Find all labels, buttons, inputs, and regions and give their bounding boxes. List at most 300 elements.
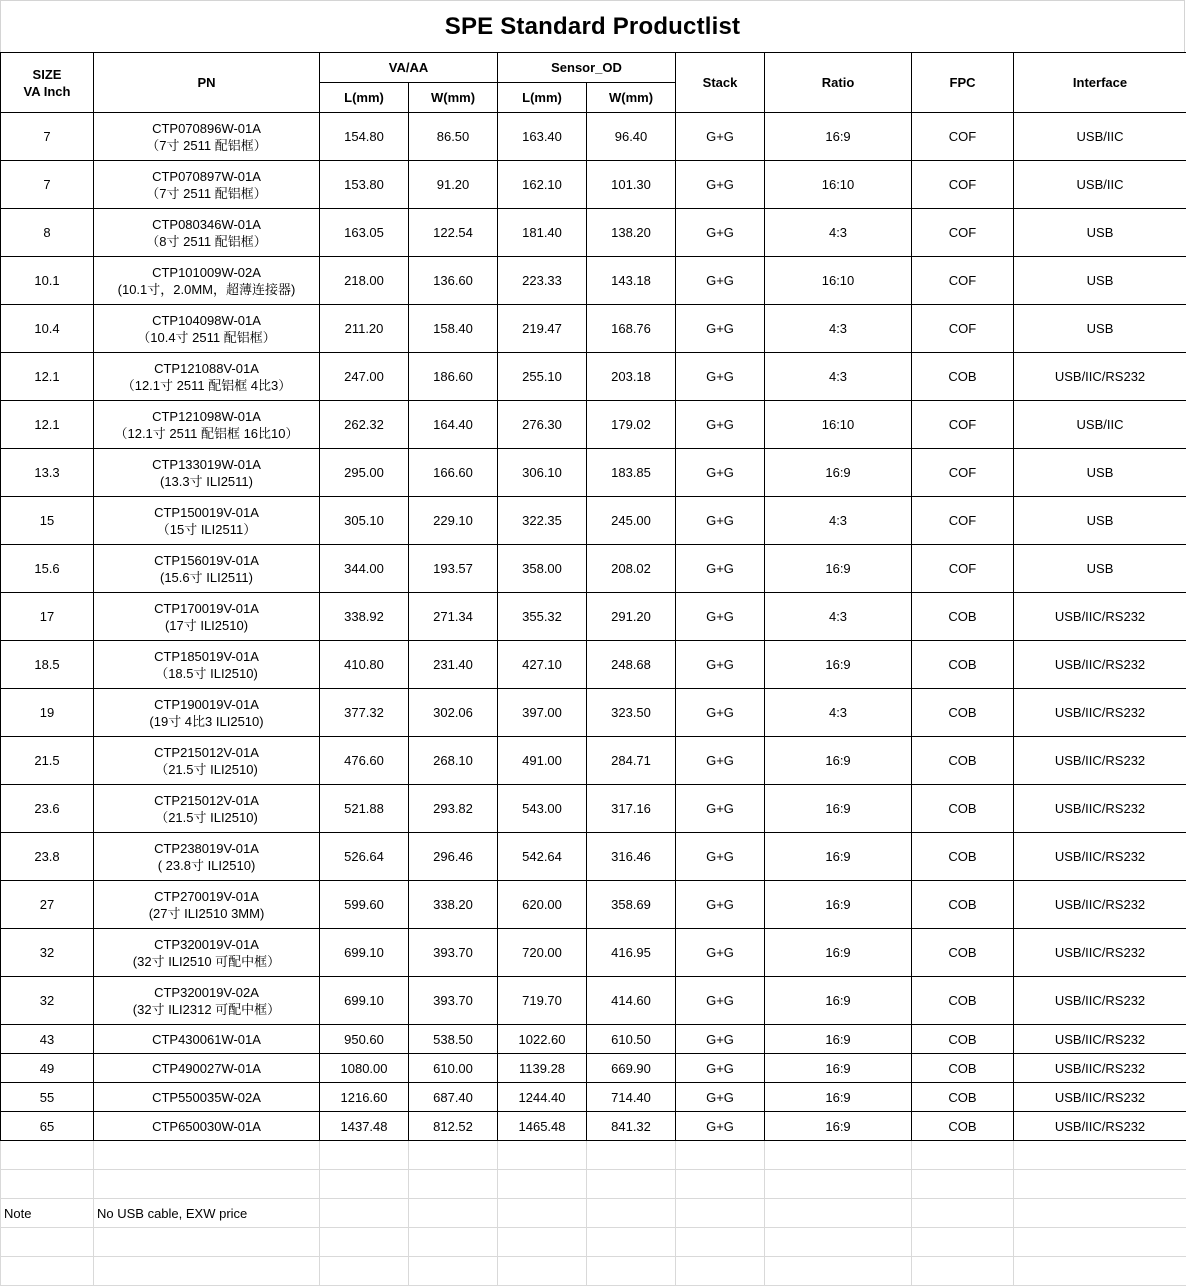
header-size[interactable]: [1, 53, 94, 113]
empty-cell[interactable]: [912, 1257, 1014, 1286]
cell-fpc[interactable]: COB: [912, 833, 1014, 881]
cell-interface[interactable]: USB/IIC/RS232: [1014, 353, 1186, 401]
empty-cell[interactable]: [409, 1199, 498, 1228]
cell-ratio[interactable]: 16:10: [765, 257, 912, 305]
cell-od-w[interactable]: 414.60: [587, 977, 676, 1025]
header-od-w[interactable]: W(mm): [587, 83, 676, 113]
cell-od-l[interactable]: 542.64: [498, 833, 587, 881]
cell-od-w[interactable]: 203.18: [587, 353, 676, 401]
empty-cell[interactable]: [498, 1199, 587, 1228]
cell-stack[interactable]: G+G: [676, 737, 765, 785]
cell-fpc[interactable]: COB: [912, 785, 1014, 833]
cell-fpc[interactable]: COB: [912, 593, 1014, 641]
cell-od-l[interactable]: 355.32: [498, 593, 587, 641]
cell-fpc[interactable]: COF: [912, 161, 1014, 209]
cell-stack[interactable]: G+G: [676, 1112, 765, 1141]
table-row: [1, 1083, 1186, 1112]
cell-va-l[interactable]: 163.05: [320, 209, 409, 257]
cell-od-l[interactable]: 543.00: [498, 785, 587, 833]
cell-va-l[interactable]: 344.00: [320, 545, 409, 593]
cell-stack[interactable]: G+G: [676, 593, 765, 641]
cell-size[interactable]: 19: [1, 689, 94, 737]
cell-va-w[interactable]: 538.50: [409, 1025, 498, 1054]
cell-va-w[interactable]: 91.20: [409, 161, 498, 209]
empty-cell[interactable]: [765, 1257, 912, 1286]
empty-cell[interactable]: [1, 1141, 94, 1170]
cell-interface[interactable]: USB/IIC/RS232: [1014, 1083, 1186, 1112]
cell-od-l[interactable]: 219.47: [498, 305, 587, 353]
cell-od-l[interactable]: 255.10: [498, 353, 587, 401]
cell-size[interactable]: 23.6: [1, 785, 94, 833]
cell-pn[interactable]: [94, 881, 320, 929]
note-label[interactable]: Note: [1, 1199, 94, 1228]
empty-cell[interactable]: [1014, 1228, 1186, 1257]
cell-pn[interactable]: [94, 209, 320, 257]
cell-ratio[interactable]: 16:9: [765, 785, 912, 833]
cell-va-l[interactable]: 1216.60: [320, 1083, 409, 1112]
cell-va-w[interactable]: 812.52: [409, 1112, 498, 1141]
empty-cell[interactable]: [498, 1257, 587, 1286]
cell-va-l[interactable]: 526.64: [320, 833, 409, 881]
cell-od-w[interactable]: 841.32: [587, 1112, 676, 1141]
title-cell[interactable]: [0, 0, 1185, 52]
cell-interface[interactable]: USB/IIC/RS232: [1014, 977, 1186, 1025]
cell-interface[interactable]: USB/IIC/RS232: [1014, 929, 1186, 977]
cell-pn[interactable]: [94, 833, 320, 881]
cell-interface[interactable]: USB/IIC/RS232: [1014, 641, 1186, 689]
cell-interface[interactable]: USB: [1014, 545, 1186, 593]
cell-va-l[interactable]: 377.32: [320, 689, 409, 737]
cell-interface[interactable]: USB: [1014, 305, 1186, 353]
cell-fpc[interactable]: COF: [912, 545, 1014, 593]
cell-ratio[interactable]: 4:3: [765, 353, 912, 401]
cell-ratio[interactable]: 16:9: [765, 449, 912, 497]
cell-ratio[interactable]: 16:9: [765, 113, 912, 161]
cell-stack[interactable]: G+G: [676, 305, 765, 353]
empty-cell[interactable]: [320, 1228, 409, 1257]
cell-od-l[interactable]: 223.33: [498, 257, 587, 305]
cell-va-w[interactable]: 302.06: [409, 689, 498, 737]
cell-size[interactable]: 12.1: [1, 401, 94, 449]
cell-ratio[interactable]: 4:3: [765, 305, 912, 353]
empty-cell[interactable]: [1014, 1199, 1186, 1228]
cell-ratio[interactable]: 16:9: [765, 1025, 912, 1054]
empty-cell[interactable]: [498, 1141, 587, 1170]
cell-fpc[interactable]: COB: [912, 977, 1014, 1025]
cell-va-l[interactable]: 153.80: [320, 161, 409, 209]
cell-pn[interactable]: [94, 737, 320, 785]
table-row: [1, 161, 1186, 209]
cell-ratio[interactable]: 16:9: [765, 977, 912, 1025]
cell-ratio[interactable]: 16:9: [765, 1054, 912, 1083]
cell-od-w[interactable]: 610.50: [587, 1025, 676, 1054]
cell-stack[interactable]: G+G: [676, 929, 765, 977]
cell-od-w[interactable]: 183.85: [587, 449, 676, 497]
cell-size[interactable]: 15.6: [1, 545, 94, 593]
cell-od-l[interactable]: 162.10: [498, 161, 587, 209]
cell-od-l[interactable]: 306.10: [498, 449, 587, 497]
cell-fpc[interactable]: COB: [912, 689, 1014, 737]
cell-ratio[interactable]: 16:10: [765, 401, 912, 449]
cell-va-l[interactable]: 218.00: [320, 257, 409, 305]
cell-interface[interactable]: USB/IIC/RS232: [1014, 1112, 1186, 1141]
pn-description: (10.1寸，2.0MM，超薄连接器): [94, 281, 319, 298]
cell-interface[interactable]: USB/IIC/RS232: [1014, 881, 1186, 929]
cell-od-l[interactable]: 720.00: [498, 929, 587, 977]
cell-interface[interactable]: USB/IIC/RS232: [1014, 1025, 1186, 1054]
cell-pn[interactable]: [94, 1054, 320, 1083]
cell-va-l[interactable]: 211.20: [320, 305, 409, 353]
empty-cell[interactable]: [912, 1141, 1014, 1170]
cell-va-l[interactable]: 1437.48: [320, 1112, 409, 1141]
cell-stack[interactable]: G+G: [676, 449, 765, 497]
cell-size[interactable]: 55: [1, 1083, 94, 1112]
cell-stack[interactable]: G+G: [676, 161, 765, 209]
empty-cell[interactable]: [587, 1199, 676, 1228]
cell-va-l[interactable]: 476.60: [320, 737, 409, 785]
cell-stack[interactable]: G+G: [676, 113, 765, 161]
cell-interface[interactable]: USB/IIC: [1014, 161, 1186, 209]
cell-fpc[interactable]: COB: [912, 641, 1014, 689]
cell-pn[interactable]: [94, 929, 320, 977]
cell-od-w[interactable]: 323.50: [587, 689, 676, 737]
cell-stack[interactable]: G+G: [676, 689, 765, 737]
cell-fpc[interactable]: COB: [912, 1112, 1014, 1141]
cell-od-w[interactable]: 101.30: [587, 161, 676, 209]
cell-va-w[interactable]: 86.50: [409, 113, 498, 161]
cell-od-w[interactable]: 179.02: [587, 401, 676, 449]
cell-od-w[interactable]: 316.46: [587, 833, 676, 881]
empty-cell[interactable]: [409, 1141, 498, 1170]
empty-cell[interactable]: [94, 1141, 320, 1170]
cell-od-l[interactable]: 397.00: [498, 689, 587, 737]
cell-va-w[interactable]: 229.10: [409, 497, 498, 545]
cell-va-l[interactable]: 699.10: [320, 929, 409, 977]
cell-interface[interactable]: USB/IIC/RS232: [1014, 1054, 1186, 1083]
cell-va-w[interactable]: 271.34: [409, 593, 498, 641]
cell-pn[interactable]: [94, 497, 320, 545]
cell-fpc[interactable]: COF: [912, 113, 1014, 161]
empty-cell[interactable]: [498, 1228, 587, 1257]
cell-size[interactable]: 21.5: [1, 737, 94, 785]
cell-od-w[interactable]: 669.90: [587, 1054, 676, 1083]
cell-size[interactable]: 8: [1, 209, 94, 257]
cell-ratio[interactable]: 4:3: [765, 497, 912, 545]
cell-va-l[interactable]: 262.32: [320, 401, 409, 449]
cell-pn[interactable]: [94, 1083, 320, 1112]
cell-va-l[interactable]: 305.10: [320, 497, 409, 545]
empty-cell[interactable]: [1014, 1141, 1186, 1170]
note-text[interactable]: No USB cable, EXW price: [94, 1199, 320, 1228]
cell-pn[interactable]: [94, 449, 320, 497]
cell-ratio[interactable]: 16:9: [765, 737, 912, 785]
cell-interface[interactable]: USB: [1014, 209, 1186, 257]
cell-interface[interactable]: USB/IIC/RS232: [1014, 785, 1186, 833]
pn-code: CTP650030W-01A: [94, 1118, 319, 1135]
header-stack[interactable]: Stack: [676, 53, 765, 113]
cell-od-w[interactable]: 138.20: [587, 209, 676, 257]
cell-pn[interactable]: [94, 353, 320, 401]
cell-od-w[interactable]: 168.76: [587, 305, 676, 353]
cell-stack[interactable]: G+G: [676, 209, 765, 257]
cell-od-l[interactable]: 427.10: [498, 641, 587, 689]
cell-size[interactable]: 7: [1, 161, 94, 209]
cell-interface[interactable]: USB/IIC/RS232: [1014, 833, 1186, 881]
cell-pn[interactable]: [94, 1025, 320, 1054]
cell-ratio[interactable]: 16:9: [765, 833, 912, 881]
cell-stack[interactable]: G+G: [676, 1054, 765, 1083]
empty-cell[interactable]: [676, 1228, 765, 1257]
cell-pn[interactable]: [94, 977, 320, 1025]
cell-ratio[interactable]: 16:9: [765, 545, 912, 593]
cell-interface[interactable]: USB/IIC/RS232: [1014, 689, 1186, 737]
cell-fpc[interactable]: COF: [912, 209, 1014, 257]
cell-ratio[interactable]: 16:9: [765, 641, 912, 689]
empty-cell[interactable]: [320, 1170, 409, 1199]
cell-size[interactable]: 49: [1, 1054, 94, 1083]
cell-va-w[interactable]: 166.60: [409, 449, 498, 497]
cell-od-w[interactable]: 248.68: [587, 641, 676, 689]
cell-size[interactable]: 10.1: [1, 257, 94, 305]
cell-pn[interactable]: [94, 305, 320, 353]
cell-stack[interactable]: G+G: [676, 353, 765, 401]
cell-fpc[interactable]: COF: [912, 401, 1014, 449]
empty-cell[interactable]: [912, 1228, 1014, 1257]
empty-cell[interactable]: [320, 1141, 409, 1170]
cell-va-w[interactable]: 687.40: [409, 1083, 498, 1112]
cell-ratio[interactable]: 16:9: [765, 1112, 912, 1141]
cell-pn[interactable]: [94, 401, 320, 449]
empty-cell[interactable]: [1, 1170, 94, 1199]
header-interface[interactable]: Interface: [1014, 53, 1186, 113]
cell-stack[interactable]: G+G: [676, 641, 765, 689]
cell-stack[interactable]: G+G: [676, 977, 765, 1025]
cell-fpc[interactable]: COB: [912, 929, 1014, 977]
empty-cell[interactable]: [676, 1199, 765, 1228]
pn-description: （18.5寸 ILI2510): [94, 665, 319, 682]
cell-interface[interactable]: USB: [1014, 257, 1186, 305]
empty-cell[interactable]: [587, 1141, 676, 1170]
cell-va-w[interactable]: 164.40: [409, 401, 498, 449]
cell-pn[interactable]: [94, 689, 320, 737]
cell-va-w[interactable]: 268.10: [409, 737, 498, 785]
cell-stack[interactable]: G+G: [676, 1025, 765, 1054]
empty-cell[interactable]: [912, 1170, 1014, 1199]
cell-fpc[interactable]: COB: [912, 1054, 1014, 1083]
cell-pn[interactable]: [94, 785, 320, 833]
empty-cell[interactable]: [320, 1257, 409, 1286]
cell-size[interactable]: 43: [1, 1025, 94, 1054]
cell-stack[interactable]: G+G: [676, 497, 765, 545]
empty-cell[interactable]: [587, 1257, 676, 1286]
cell-stack[interactable]: G+G: [676, 1083, 765, 1112]
cell-od-l[interactable]: 719.70: [498, 977, 587, 1025]
cell-va-l[interactable]: 295.00: [320, 449, 409, 497]
cell-stack[interactable]: G+G: [676, 881, 765, 929]
cell-stack[interactable]: G+G: [676, 401, 765, 449]
header-od-l[interactable]: L(mm): [498, 83, 587, 113]
cell-pn[interactable]: [94, 641, 320, 689]
cell-va-w[interactable]: 186.60: [409, 353, 498, 401]
cell-pn[interactable]: [94, 1112, 320, 1141]
cell-size[interactable]: 15: [1, 497, 94, 545]
cell-fpc[interactable]: COB: [912, 1083, 1014, 1112]
cell-ratio[interactable]: 16:9: [765, 1083, 912, 1112]
cell-od-w[interactable]: 284.71: [587, 737, 676, 785]
cell-od-l[interactable]: 181.40: [498, 209, 587, 257]
cell-interface[interactable]: USB/IIC: [1014, 113, 1186, 161]
cell-od-w[interactable]: 317.16: [587, 785, 676, 833]
cell-fpc[interactable]: COF: [912, 497, 1014, 545]
cell-va-l[interactable]: 599.60: [320, 881, 409, 929]
cell-interface[interactable]: USB: [1014, 449, 1186, 497]
cell-od-w[interactable]: 714.40: [587, 1083, 676, 1112]
cell-va-l[interactable]: 950.60: [320, 1025, 409, 1054]
cell-stack[interactable]: G+G: [676, 545, 765, 593]
cell-va-w[interactable]: 293.82: [409, 785, 498, 833]
empty-cell[interactable]: [409, 1257, 498, 1286]
empty-cell[interactable]: [765, 1228, 912, 1257]
cell-size[interactable]: 10.4: [1, 305, 94, 353]
cell-size[interactable]: 27: [1, 881, 94, 929]
empty-cell[interactable]: [94, 1170, 320, 1199]
cell-ratio[interactable]: 16:9: [765, 929, 912, 977]
cell-va-w[interactable]: 193.57: [409, 545, 498, 593]
cell-stack[interactable]: G+G: [676, 257, 765, 305]
empty-cell[interactable]: [1, 1257, 94, 1286]
header-fpc[interactable]: FPC: [912, 53, 1014, 113]
cell-va-w[interactable]: 338.20: [409, 881, 498, 929]
cell-size[interactable]: 23.8: [1, 833, 94, 881]
cell-interface[interactable]: USB/IIC/RS232: [1014, 737, 1186, 785]
cell-fpc[interactable]: COB: [912, 353, 1014, 401]
cell-va-l[interactable]: 699.10: [320, 977, 409, 1025]
cell-stack[interactable]: G+G: [676, 833, 765, 881]
empty-cell[interactable]: [676, 1141, 765, 1170]
cell-od-l[interactable]: 163.40: [498, 113, 587, 161]
cell-interface[interactable]: USB: [1014, 497, 1186, 545]
empty-cell[interactable]: [1014, 1170, 1186, 1199]
header-va-w[interactable]: W(mm): [409, 83, 498, 113]
cell-va-l[interactable]: 1080.00: [320, 1054, 409, 1083]
header-sensor-od[interactable]: Sensor_OD: [498, 53, 676, 83]
header-va-l[interactable]: L(mm): [320, 83, 409, 113]
cell-od-w[interactable]: 416.95: [587, 929, 676, 977]
cell-od-l[interactable]: 276.30: [498, 401, 587, 449]
cell-size[interactable]: 32: [1, 929, 94, 977]
cell-pn[interactable]: [94, 161, 320, 209]
empty-cell[interactable]: [1, 1228, 94, 1257]
header-va-aa[interactable]: VA/AA: [320, 53, 498, 83]
cell-size[interactable]: 65: [1, 1112, 94, 1141]
cell-od-l[interactable]: 1465.48: [498, 1112, 587, 1141]
empty-cell[interactable]: [765, 1170, 912, 1199]
cell-fpc[interactable]: COB: [912, 737, 1014, 785]
cell-va-w[interactable]: 231.40: [409, 641, 498, 689]
header-ratio[interactable]: Ratio: [765, 53, 912, 113]
cell-fpc[interactable]: COF: [912, 305, 1014, 353]
empty-cell[interactable]: [676, 1257, 765, 1286]
cell-va-l[interactable]: 521.88: [320, 785, 409, 833]
cell-od-w[interactable]: 208.02: [587, 545, 676, 593]
empty-cell[interactable]: [94, 1257, 320, 1286]
cell-va-l[interactable]: 154.80: [320, 113, 409, 161]
cell-od-l[interactable]: 1022.60: [498, 1025, 587, 1054]
cell-interface[interactable]: USB/IIC: [1014, 401, 1186, 449]
cell-od-l[interactable]: 322.35: [498, 497, 587, 545]
empty-cell[interactable]: [587, 1228, 676, 1257]
empty-cell[interactable]: [409, 1228, 498, 1257]
cell-va-w[interactable]: 158.40: [409, 305, 498, 353]
empty-cell[interactable]: [676, 1170, 765, 1199]
table-row: [1, 545, 1186, 593]
cell-od-l[interactable]: 358.00: [498, 545, 587, 593]
cell-fpc[interactable]: COB: [912, 1025, 1014, 1054]
cell-size[interactable]: 32: [1, 977, 94, 1025]
cell-od-w[interactable]: 358.69: [587, 881, 676, 929]
header-pn[interactable]: PN: [94, 53, 320, 113]
cell-ratio[interactable]: 16:9: [765, 881, 912, 929]
empty-cell[interactable]: [1014, 1257, 1186, 1286]
cell-fpc[interactable]: COF: [912, 257, 1014, 305]
blank-area: [1, 1141, 1186, 1286]
cell-ratio[interactable]: 4:3: [765, 593, 912, 641]
cell-fpc[interactable]: COB: [912, 881, 1014, 929]
cell-va-l[interactable]: 338.92: [320, 593, 409, 641]
empty-cell[interactable]: [94, 1228, 320, 1257]
cell-fpc[interactable]: COF: [912, 449, 1014, 497]
cell-od-w[interactable]: 245.00: [587, 497, 676, 545]
cell-stack[interactable]: G+G: [676, 785, 765, 833]
cell-size[interactable]: 18.5: [1, 641, 94, 689]
cell-size[interactable]: 7: [1, 113, 94, 161]
cell-od-l[interactable]: 491.00: [498, 737, 587, 785]
empty-cell[interactable]: [912, 1199, 1014, 1228]
cell-pn[interactable]: [94, 593, 320, 641]
cell-size[interactable]: 13.3: [1, 449, 94, 497]
cell-od-l[interactable]: 620.00: [498, 881, 587, 929]
empty-cell[interactable]: [765, 1199, 912, 1228]
empty-cell[interactable]: [409, 1170, 498, 1199]
cell-size[interactable]: 17: [1, 593, 94, 641]
cell-od-w[interactable]: 96.40: [587, 113, 676, 161]
cell-va-l[interactable]: 410.80: [320, 641, 409, 689]
cell-va-w[interactable]: 296.46: [409, 833, 498, 881]
empty-cell[interactable]: [320, 1199, 409, 1228]
cell-od-l[interactable]: 1244.40: [498, 1083, 587, 1112]
empty-cell[interactable]: [587, 1170, 676, 1199]
cell-va-w[interactable]: 393.70: [409, 929, 498, 977]
cell-va-w[interactable]: 136.60: [409, 257, 498, 305]
empty-cell[interactable]: [765, 1141, 912, 1170]
cell-va-w[interactable]: 610.00: [409, 1054, 498, 1083]
cell-ratio[interactable]: 16:10: [765, 161, 912, 209]
cell-size[interactable]: 12.1: [1, 353, 94, 401]
cell-pn[interactable]: [94, 113, 320, 161]
cell-interface[interactable]: USB/IIC/RS232: [1014, 593, 1186, 641]
cell-pn[interactable]: [94, 257, 320, 305]
cell-va-l[interactable]: 247.00: [320, 353, 409, 401]
cell-ratio[interactable]: 4:3: [765, 689, 912, 737]
empty-cell[interactable]: [498, 1170, 587, 1199]
cell-pn[interactable]: [94, 545, 320, 593]
cell-ratio[interactable]: 4:3: [765, 209, 912, 257]
cell-od-w[interactable]: 143.18: [587, 257, 676, 305]
cell-od-w[interactable]: 291.20: [587, 593, 676, 641]
cell-od-l[interactable]: 1139.28: [498, 1054, 587, 1083]
cell-va-w[interactable]: 122.54: [409, 209, 498, 257]
cell-va-w[interactable]: 393.70: [409, 977, 498, 1025]
